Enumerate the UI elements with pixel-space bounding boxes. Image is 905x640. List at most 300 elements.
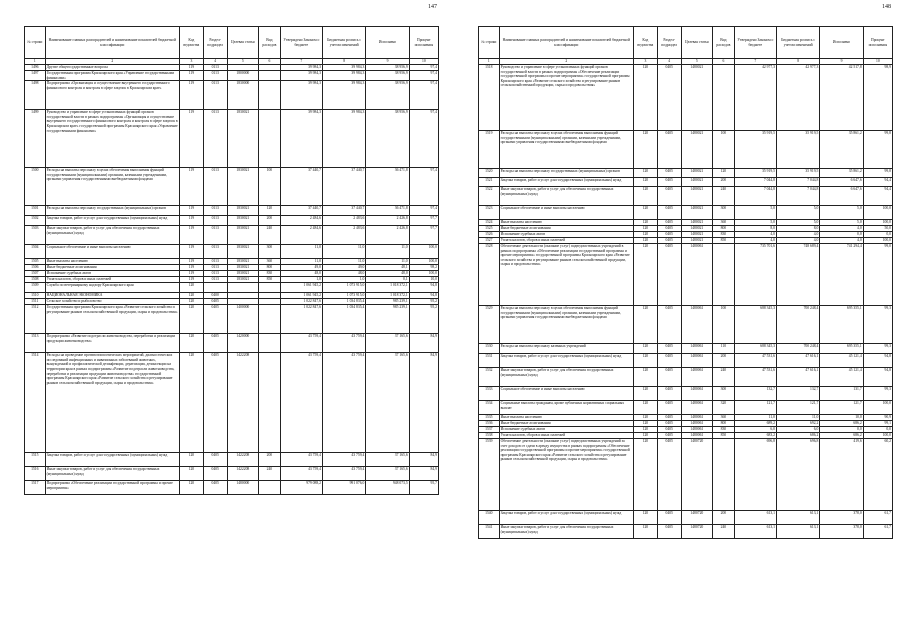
budget-list-amount: 5,0 bbox=[776, 206, 819, 220]
column-number: 4 bbox=[657, 59, 681, 65]
budget-list-amount: 43 759,4 bbox=[322, 467, 365, 481]
approved-amount: 7 044,8 bbox=[734, 187, 776, 206]
approved-amount: 6,0 bbox=[734, 427, 776, 433]
row-number: 1501 bbox=[25, 206, 46, 216]
dept-code: 120 bbox=[633, 368, 657, 387]
budget-list-amount: 39 984,3 bbox=[322, 71, 365, 81]
budget-list-amount: 1 034 835,4 bbox=[322, 305, 365, 334]
expense-type bbox=[259, 110, 281, 168]
section-code: 0400 bbox=[203, 293, 227, 299]
header-cell: Исполнено bbox=[820, 27, 863, 59]
approved-amount: 979 088,2 bbox=[280, 481, 322, 495]
executed-amount: 48,1 bbox=[366, 265, 409, 271]
expense-type bbox=[259, 353, 281, 453]
row-name: Обеспечение деятельности (оказание услуг) подведомственных учреждений за счет доходов от сдачи в аренду имущества в рамках подпрограммы «Обеспечение реализации государственной программы и прочие мероприятия» государственной программы Красноярского края «Развитие сельского хозяйства и регулирование рынков сельскохозяйственной продукции, сырья и продовольствия» bbox=[499, 439, 633, 511]
executed-amount: 37 165,6 bbox=[366, 453, 409, 467]
expense-type bbox=[259, 305, 281, 334]
row-name: Подпрограмма «Обеспечение реализации государственной программы и прочие мероприятия» bbox=[45, 481, 179, 495]
budget-list-amount: 39 984,3 bbox=[322, 110, 365, 168]
budget-list-amount: 43 759,4 bbox=[322, 453, 365, 467]
approved-amount: 8,0 bbox=[734, 226, 776, 232]
dept-code: 120 bbox=[633, 187, 657, 206]
approved-amount: 689,2 bbox=[734, 421, 776, 427]
row-number: 1531 bbox=[479, 354, 500, 368]
section-code: 0405 bbox=[657, 415, 681, 421]
dept-code: 120 bbox=[633, 525, 657, 539]
executed-amount: 45 121,4 bbox=[820, 368, 863, 387]
expense-type: 300 bbox=[713, 387, 735, 401]
table-row bbox=[479, 206, 893, 220]
row-number: 1496 bbox=[25, 65, 46, 71]
executed-amount: 37 165,6 bbox=[366, 467, 409, 481]
row-name: Исполнение судебных актов bbox=[45, 271, 179, 277]
execution-percent: 99,1 bbox=[863, 421, 892, 427]
approved-amount: 49,0 bbox=[280, 265, 322, 271]
expense-type bbox=[259, 481, 281, 495]
row-name: Иные закупки товаров, работ и услуг для обеспечения государственных (муниципальных) нужд bbox=[45, 226, 179, 245]
dept-code: 119 bbox=[179, 71, 203, 81]
section-code: 0113 bbox=[203, 71, 227, 81]
row-number: 1520 bbox=[479, 169, 500, 178]
expense-type: 240 bbox=[713, 368, 735, 387]
header-cell: № строки bbox=[479, 27, 500, 59]
expense-type: 240 bbox=[259, 467, 281, 481]
header-cell: Вид расходов bbox=[713, 27, 735, 59]
budget-table bbox=[478, 26, 893, 539]
table-row bbox=[25, 453, 439, 467]
approved-amount: 5,0 bbox=[734, 206, 776, 220]
target-article: 1480061 bbox=[681, 354, 712, 368]
execution-percent: 84,9 bbox=[409, 353, 438, 453]
dept-code: 120 bbox=[633, 226, 657, 232]
approved-amount: 1 022 847,6 bbox=[280, 299, 322, 305]
target-article: 1480061 bbox=[681, 433, 712, 439]
budget-list-amount: 132,7 bbox=[776, 387, 819, 401]
target-article: 1480720 bbox=[681, 525, 712, 539]
approved-amount: 7 044,8 bbox=[734, 178, 776, 187]
executed-amount: 38 956,9 bbox=[366, 65, 409, 71]
target-article: 1400000 bbox=[227, 305, 258, 334]
row-number: 1500 bbox=[25, 168, 46, 206]
expense-type: 360 bbox=[713, 220, 735, 226]
table-row bbox=[479, 354, 893, 368]
budget-list-amount: 39 984,3 bbox=[322, 65, 365, 71]
expense-type: 240 bbox=[713, 187, 735, 206]
section-code: 0113 bbox=[203, 277, 227, 283]
approved-amount: 11,0 bbox=[280, 245, 322, 259]
budget-list-amount: 43 759,4 bbox=[322, 353, 365, 453]
row-name: Иные бюджетные ассигнования bbox=[499, 421, 633, 427]
target-article: 1830021 bbox=[227, 265, 258, 271]
dept-code: 119 bbox=[179, 245, 203, 259]
section-code: 0113 bbox=[203, 271, 227, 277]
dept-code: 119 bbox=[179, 259, 203, 265]
executed-amount: 121,7 bbox=[820, 401, 863, 415]
target-article: 1480061 bbox=[681, 387, 712, 401]
dept-code: 119 bbox=[179, 277, 203, 283]
dept-code: 120 bbox=[633, 169, 657, 178]
row-number: 1536 bbox=[479, 421, 500, 427]
execution-percent: 100,0 bbox=[863, 401, 892, 415]
dept-code: 120 bbox=[179, 481, 203, 495]
budget-list-amount: 43 759,4 bbox=[322, 334, 365, 353]
approved-amount: 4,0 bbox=[734, 238, 776, 244]
execution-percent: 98,9 bbox=[863, 65, 892, 131]
executed-amount: 38 956,9 bbox=[366, 81, 409, 110]
approved-amount: 43 759,4 bbox=[280, 353, 322, 453]
target-article: 1830021 bbox=[227, 226, 258, 245]
row-name: Исполнение судебных актов bbox=[499, 427, 633, 433]
table-header-row bbox=[25, 27, 439, 59]
executed-amount: 2 426,8 bbox=[366, 226, 409, 245]
budget-list-amount: 35 919,5 bbox=[776, 131, 819, 169]
dept-code: 120 bbox=[633, 344, 657, 354]
section-code: 0113 bbox=[203, 110, 227, 168]
executed-amount: 686,2 bbox=[820, 433, 863, 439]
target-article: 1830021 bbox=[227, 168, 258, 206]
dept-code: 119 bbox=[179, 265, 203, 271]
section-code: 0405 bbox=[657, 226, 681, 232]
column-number: 2 bbox=[45, 59, 179, 65]
budget-list-amount: 2 483,6 bbox=[322, 216, 365, 226]
section-code: 0405 bbox=[657, 65, 681, 131]
section-code: 0113 bbox=[203, 245, 227, 259]
approved-amount: 42 977,3 bbox=[734, 65, 776, 131]
section-code: 0405 bbox=[657, 421, 681, 427]
row-name: Уплата налогов, сборов и иных платежей bbox=[45, 277, 179, 283]
row-name: Сельское хозяйство и рыболовство bbox=[45, 299, 179, 305]
dept-code: 119 bbox=[179, 110, 203, 168]
target-article: 1480720 bbox=[681, 439, 712, 511]
expense-type: 200 bbox=[713, 354, 735, 368]
row-number: 1537 bbox=[479, 427, 500, 433]
table-row bbox=[479, 368, 893, 387]
execution-percent: 97,4 bbox=[409, 206, 438, 216]
section-code: 0405 bbox=[203, 305, 227, 334]
header-cell: Бюджетная роспись с учетом изменений bbox=[322, 27, 365, 59]
executed-amount: 686,2 bbox=[820, 421, 863, 427]
section-code: 0405 bbox=[203, 453, 227, 467]
target-article: 1420000 bbox=[227, 334, 258, 353]
target-article: 1480021 bbox=[681, 169, 712, 178]
table-row bbox=[479, 387, 893, 401]
table-body bbox=[25, 65, 439, 495]
dept-code: 120 bbox=[633, 244, 657, 306]
budget-list-amount: 4,0 bbox=[776, 232, 819, 238]
execution-percent: 99,3 bbox=[863, 344, 892, 354]
column-number: 4 bbox=[203, 59, 227, 65]
expense-type: 800 bbox=[259, 265, 281, 271]
approved-amount: 39 984,3 bbox=[280, 81, 322, 110]
table-row bbox=[479, 65, 893, 131]
budget-list-amount: 1 073 915,0 bbox=[322, 283, 365, 293]
target-article: 1830021 bbox=[227, 206, 258, 216]
row-number: 1516 bbox=[25, 467, 46, 481]
approved-amount: 35 919,5 bbox=[734, 131, 776, 169]
section-code: 0113 bbox=[203, 168, 227, 206]
budget-list-amount: 121,7 bbox=[776, 401, 819, 415]
executed-amount: 4,0 bbox=[820, 226, 863, 232]
header-cell: Исполнено bbox=[366, 27, 409, 59]
expense-type: 360 bbox=[259, 259, 281, 265]
target-article: 1830021 bbox=[227, 271, 258, 277]
target-article: 1480061 bbox=[681, 427, 712, 433]
budget-list-amount: 1 034 835,4 bbox=[322, 299, 365, 305]
budget-list-amount: 7 044,8 bbox=[776, 187, 819, 206]
execution-percent: 61,7 bbox=[863, 525, 892, 539]
approved-amount: 613,1 bbox=[734, 511, 776, 525]
dept-code: 120 bbox=[633, 238, 657, 244]
row-name: Закупка товаров, работ и услуг для государственных (муниципальных) нужд bbox=[45, 453, 179, 467]
budget-list-amount: 5,0 bbox=[776, 220, 819, 226]
row-name: Иные бюджетные ассигнования bbox=[499, 226, 633, 232]
executed-amount: 0,0 bbox=[820, 232, 863, 238]
budget-list-amount: 4,0 bbox=[776, 238, 819, 244]
column-number: 9 bbox=[366, 59, 409, 65]
approved-amount: 5,0 bbox=[734, 220, 776, 226]
row-number: 1513 bbox=[25, 334, 46, 353]
target-article: 1480021 bbox=[681, 238, 712, 244]
expense-type: 120 bbox=[713, 169, 735, 178]
execution-percent: 100,0 bbox=[863, 206, 892, 220]
dept-code: 120 bbox=[633, 206, 657, 220]
execution-percent: 0,0 bbox=[863, 232, 892, 238]
section-code: 0113 bbox=[203, 81, 227, 110]
approved-amount: 43 759,4 bbox=[280, 467, 322, 481]
target-article: 1830000 bbox=[227, 81, 258, 110]
table-row bbox=[25, 71, 439, 81]
approved-amount: 683,2 bbox=[734, 433, 776, 439]
section-code: 0405 bbox=[657, 525, 681, 539]
approved-amount: 39 984,3 bbox=[280, 110, 322, 168]
expense-type bbox=[259, 81, 281, 110]
budget-list-amount: 692,2 bbox=[776, 421, 819, 427]
section-code: 0405 bbox=[203, 353, 227, 453]
target-article: 1830021 bbox=[227, 216, 258, 226]
budget-list-amount: 37 440,7 bbox=[322, 206, 365, 216]
budget-list-amount: 748 689,4 bbox=[776, 244, 819, 306]
column-number: 1 bbox=[25, 59, 46, 65]
row-number: 1539 bbox=[479, 439, 500, 511]
column-number: 8 bbox=[776, 59, 819, 65]
budget-list-amount: 47 616,1 bbox=[776, 354, 819, 368]
row-number: 1526 bbox=[479, 232, 500, 238]
expense-type: 100 bbox=[259, 168, 281, 206]
approved-amount: 613,1 bbox=[734, 525, 776, 539]
section-code: 0405 bbox=[203, 299, 227, 305]
executed-amount: 37 165,6 bbox=[366, 353, 409, 453]
approved-amount: 132,7 bbox=[734, 387, 776, 401]
row-number: 1514 bbox=[25, 353, 46, 453]
dept-code: 120 bbox=[179, 283, 203, 293]
header-cell: Утверждено Законом о бюджете bbox=[734, 27, 776, 59]
section-code: 0405 bbox=[657, 344, 681, 354]
executed-amount: 45 121,4 bbox=[820, 354, 863, 368]
table-row bbox=[479, 244, 893, 306]
target-article: 1422208 bbox=[227, 353, 258, 453]
approved-amount: 1 061 945,2 bbox=[280, 293, 322, 299]
budget-list-amount: 6,0 bbox=[776, 427, 819, 433]
dept-code: 120 bbox=[179, 353, 203, 453]
budget-list-amount: 686,2 bbox=[776, 433, 819, 439]
dept-code: 120 bbox=[633, 511, 657, 525]
execution-percent: 95,2 bbox=[409, 299, 438, 305]
expense-type: 850 bbox=[259, 277, 281, 283]
expense-type: 200 bbox=[259, 453, 281, 467]
dept-code: 120 bbox=[633, 433, 657, 439]
target-article: 1422208 bbox=[227, 453, 258, 467]
target-article: 1830021 bbox=[227, 259, 258, 265]
execution-percent: 94,4 bbox=[863, 178, 892, 187]
budget-list-amount: 700 248,4 bbox=[776, 344, 819, 354]
section-code: 0113 bbox=[203, 206, 227, 216]
left-page bbox=[24, 4, 439, 495]
expense-type: 120 bbox=[259, 206, 281, 216]
target-article: 1480061 bbox=[681, 306, 712, 344]
row-name: Исполнение судебных актов bbox=[499, 232, 633, 238]
expense-type: 830 bbox=[259, 271, 281, 277]
table-row bbox=[25, 283, 439, 293]
section-code: 0405 bbox=[657, 220, 681, 226]
budget-list-amount: 11,0 bbox=[776, 415, 819, 421]
expense-type: 300 bbox=[259, 245, 281, 259]
dept-code: 119 bbox=[179, 226, 203, 245]
execution-percent: 100,0 bbox=[863, 238, 892, 244]
approved-amount: 1 022 847,6 bbox=[280, 305, 322, 334]
row-name: Расходы на проведение противоэпизоотических мероприятий, диагностических исследований инфекционных и инвазионных заболеваний животных, вынужденной и профилактической дезинфекции, дератизации, дезинсекции на территории края в рамках подпрограммы «Развитие подотрасли животноводства, переработки и реализации продукции животноводства» государственной программы Красноярского края «Развитие сельского хозяйства и регулирование рынков сельскохозяйственной продукции, сырья и продовольствия» bbox=[45, 353, 179, 453]
dept-code: 119 bbox=[179, 206, 203, 216]
approved-amount: 4,0 bbox=[734, 232, 776, 238]
approved-amount: 47 531,6 bbox=[734, 368, 776, 387]
execution-percent: 90,9 bbox=[863, 415, 892, 421]
budget-list-amount: 11,0 bbox=[322, 259, 365, 265]
column-number: 10 bbox=[863, 59, 892, 65]
section-code: 0113 bbox=[203, 259, 227, 265]
row-name: Иные бюджетные ассигнования bbox=[45, 265, 179, 271]
budget-list-amount: 35 919,5 bbox=[776, 169, 819, 178]
approved-amount: 688 345,3 bbox=[734, 306, 776, 344]
row-number: 1498 bbox=[25, 81, 46, 110]
row-name: Закупка товаров, работ и услуг для государственных (муниципальных) нужд bbox=[499, 511, 633, 525]
row-number: 1534 bbox=[479, 401, 500, 415]
approved-amount: 37 440,7 bbox=[280, 168, 322, 206]
execution-percent: 60,2 bbox=[863, 439, 892, 511]
target-article: 1480021 bbox=[681, 220, 712, 226]
row-number: 1518 bbox=[479, 65, 500, 131]
approved-amount: 47 531,6 bbox=[734, 354, 776, 368]
executed-amount: 42 517,8 bbox=[820, 65, 863, 131]
approved-amount: 1,0 bbox=[280, 277, 322, 283]
dept-code: 119 bbox=[179, 81, 203, 110]
target-article: 1480021 bbox=[681, 232, 712, 238]
column-number: 2 bbox=[499, 59, 633, 65]
dept-code: 120 bbox=[633, 354, 657, 368]
section-code: 0405 bbox=[657, 178, 681, 187]
row-name: Государственная программа Красноярского края «Развитие сельского хозяйства и регулирование рынков сельскохозяйственной продукции, сырья и продовольствия» bbox=[45, 305, 179, 334]
executed-amount: 4,0 bbox=[820, 238, 863, 244]
section-code: 0405 bbox=[657, 131, 681, 169]
row-name: Социальное обеспечение и иные выплаты населению bbox=[499, 206, 633, 220]
executed-amount: 38 956,9 bbox=[366, 110, 409, 168]
dept-code: 120 bbox=[633, 421, 657, 427]
execution-percent: 94,8 bbox=[863, 354, 892, 368]
expense-type: 200 bbox=[713, 511, 735, 525]
row-name: Иные закупки товаров, работ и услуг для обеспечения государственных (муниципальных) нужд bbox=[499, 187, 633, 206]
expense-type: 110 bbox=[713, 344, 735, 354]
row-number: 1512 bbox=[25, 305, 46, 334]
row-number: 1530 bbox=[479, 344, 500, 354]
table-row bbox=[25, 206, 439, 216]
row-number: 1509 bbox=[25, 283, 46, 293]
execution-percent: 99,3 bbox=[863, 387, 892, 401]
target-article: 1830021 bbox=[227, 277, 258, 283]
header-cell: Процент исполнения bbox=[863, 27, 892, 59]
target-article: 1480061 bbox=[681, 244, 712, 306]
expense-type: 100 bbox=[713, 306, 735, 344]
expense-type bbox=[713, 65, 735, 131]
execution-percent: 84,9 bbox=[409, 467, 438, 481]
header-cell: Код ведомства bbox=[179, 27, 203, 59]
row-name: Расходы на выплаты персоналу государственных (муниципальных) органов bbox=[499, 169, 633, 178]
execution-percent: 97,4 bbox=[409, 71, 438, 81]
section-code: 0113 bbox=[203, 216, 227, 226]
column-number: 1 bbox=[479, 59, 500, 65]
dept-code: 120 bbox=[179, 305, 203, 334]
executed-amount: 1 018 372,1 bbox=[366, 293, 409, 299]
table-row bbox=[479, 178, 893, 187]
target-article: 1480021 bbox=[681, 226, 712, 232]
column-number: 6 bbox=[713, 59, 735, 65]
approved-amount: 2 484,6 bbox=[280, 226, 322, 245]
row-name: Иные закупки товаров, работ и услуг для обеспечения государственных (муниципальных) нужд bbox=[45, 467, 179, 481]
executed-amount: 10,0 bbox=[820, 415, 863, 421]
row-name: Иные закупки товаров, работ и услуг для обеспечения государственных (муниципальных) нужд bbox=[499, 525, 633, 539]
approved-amount: 35 919,5 bbox=[734, 169, 776, 178]
budget-list-amount: 1,0 bbox=[322, 277, 365, 283]
target-article: 1480021 bbox=[681, 131, 712, 169]
executed-amount: 948 073,5 bbox=[366, 481, 409, 495]
table-row bbox=[25, 353, 439, 453]
approved-amount: 11,0 bbox=[280, 259, 322, 265]
execution-percent: 95,2 bbox=[409, 305, 438, 334]
row-name: Другие общегосударственные вопросы bbox=[45, 65, 179, 71]
header-cell: Процент исполнения bbox=[409, 27, 438, 59]
execution-percent: 99,3 bbox=[863, 306, 892, 344]
execution-percent: 61,7 bbox=[863, 511, 892, 525]
row-number: 1505 bbox=[25, 259, 46, 265]
approved-amount: 1 061 945,2 bbox=[280, 283, 322, 293]
row-number: 1519 bbox=[479, 131, 500, 169]
row-number: 1533 bbox=[479, 387, 500, 401]
execution-percent: 10,0 bbox=[409, 277, 438, 283]
page-number: 147 bbox=[428, 4, 437, 10]
header-cell: Утверждено Законом о бюджете bbox=[280, 27, 322, 59]
table-row bbox=[25, 481, 439, 495]
expense-type: 240 bbox=[713, 525, 735, 539]
row-name: Социальное обеспечение и иные выплаты населению bbox=[499, 387, 633, 401]
budget-list-amount: 1 073 915,0 bbox=[322, 293, 365, 299]
expense-type: 200 bbox=[259, 216, 281, 226]
executed-amount: 741 294,4 bbox=[820, 244, 863, 306]
table-body bbox=[479, 65, 893, 539]
row-number: 1510 bbox=[25, 293, 46, 299]
table-row bbox=[479, 344, 893, 354]
dept-code: 120 bbox=[633, 439, 657, 511]
executed-amount: 11,0 bbox=[366, 245, 409, 259]
executed-amount: 5,0 bbox=[820, 206, 863, 220]
executed-amount: 35 861,2 bbox=[820, 131, 863, 169]
approved-amount: 43 759,4 bbox=[280, 453, 322, 467]
